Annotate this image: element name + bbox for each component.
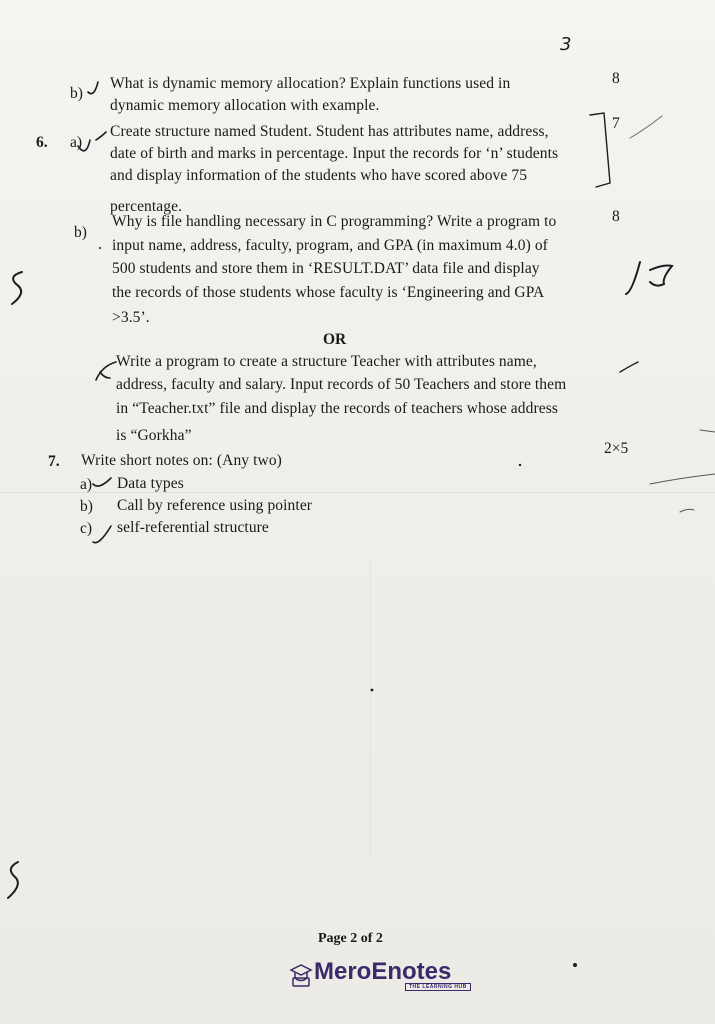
q6b-marks: 8	[612, 208, 620, 225]
q6-number: 6.	[36, 134, 48, 151]
q6-or-line-2: address, faculty and salary. Input records of 50 Teachers and store them	[116, 376, 567, 393]
q7-item-c-text: self-referential structure	[117, 519, 269, 536]
or-label: OR	[323, 331, 347, 348]
logo-text: MeroEnotes	[314, 958, 452, 985]
q6b-line-1: Why is file handling necessary in C programming? Write a program to	[112, 213, 557, 230]
q7-title: Write short notes on: (Any two)	[81, 452, 282, 469]
graduation-cap-icon	[289, 962, 313, 988]
q7-number: 7.	[48, 453, 60, 470]
q6-or-line-1: Write a program to create a structure Teacher with attributes name,	[116, 353, 537, 370]
q7-item-a-label: a)	[80, 476, 93, 493]
meroenotes-logo	[287, 956, 477, 996]
q6a-line-1: Create structure named Student. Student has attributes name, address,	[110, 123, 549, 140]
q5b-line-2: dynamic memory allocation with example.	[110, 97, 380, 114]
q6b-line-5: >3.5’.	[112, 309, 150, 326]
q5b-line-1: What is dynamic memory allocation? Explain functions used in	[110, 75, 511, 92]
q6a-marks: 7	[612, 115, 620, 132]
logo-tagline: THE LEARNING HUB	[405, 983, 471, 991]
q6b-label: b)	[74, 224, 87, 241]
q5b-marks: 8	[612, 70, 620, 87]
q6b-line-2: input name, address, faculty, program, and GPA (in maximum 4.0) of	[112, 237, 548, 254]
q6-or-line-4: is “Gorkha”	[116, 427, 192, 444]
q7-item-b-text: Call by reference using pointer	[117, 497, 313, 514]
q6a-label: a)	[70, 134, 83, 151]
q6a-line-3: and display information of the students who have scored above 75	[110, 167, 528, 184]
q7-item-b-label: b)	[80, 498, 93, 515]
q6a-line-4: percentage.	[110, 198, 183, 215]
q6-or-line-3: in “Teacher.txt” file and display the records of teachers whose address	[116, 400, 558, 417]
q7-item-c-label: c)	[80, 520, 93, 537]
q7-marks: 2×5	[604, 440, 629, 457]
q6b-line-3: 500 students and store them in ‘RESULT.DAT’ data file and display	[112, 260, 540, 277]
corner-page-mark: 3	[560, 34, 572, 55]
q6a-line-2: date of birth and marks in percentage. Input the records for ‘n’ students	[110, 145, 559, 162]
q7-item-a-text: Data types	[117, 475, 184, 492]
page-number: Page 2 of 2	[318, 931, 383, 946]
q6b-line-4: the records of those students whose faculty is ‘Engineering and GPA	[112, 284, 545, 301]
q5b-label: b)	[70, 85, 83, 102]
